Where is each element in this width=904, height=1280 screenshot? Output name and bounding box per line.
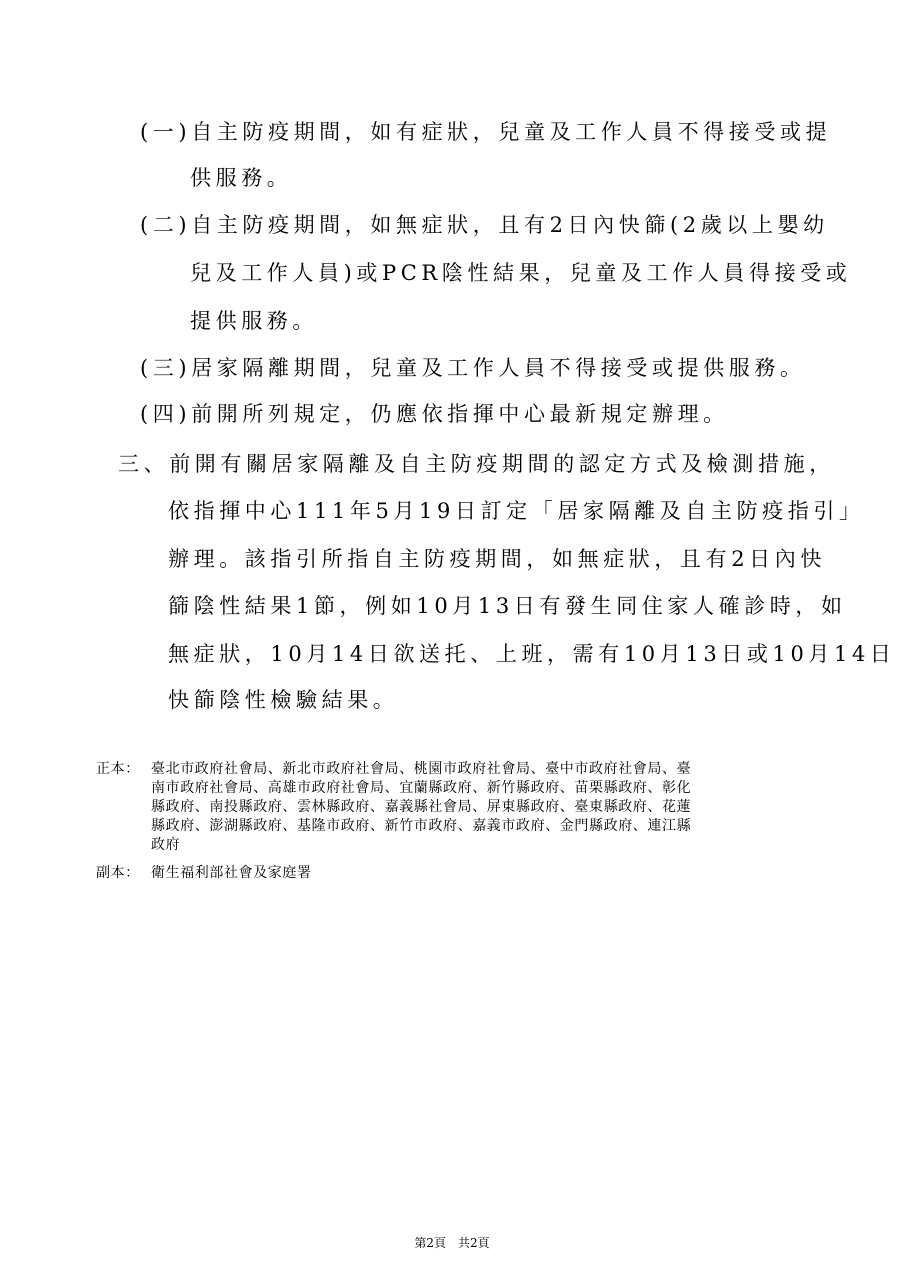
item-3-prefix: (三): [140, 356, 192, 380]
item-2-line-3: 提供服務。: [190, 309, 318, 333]
item-1-line-1: [140, 118, 831, 146]
copy-text: 衛生福利部社會及家庭署: [151, 865, 312, 881]
original-label: 正本：: [96, 761, 140, 777]
item-3-text-1: 居家隔離期間，兒童及工作人員不得接受或提供服務。: [191, 356, 806, 380]
item-4-prefix: (四): [140, 402, 192, 426]
item-2-line-2: 兒及工作人員)或PCR陰性結果，兒童及工作人員得接受或: [190, 261, 852, 285]
original-line-1: 臺北市政府社會局、新北市政府社會局、桃園市政府社會局、臺中市政府社會局、臺: [151, 761, 692, 777]
section-3-line-2: 依指揮中心111年5月19日訂定「居家隔離及自主防疫指引」: [168, 499, 865, 523]
section-3-text-1: 前開有關居家隔離及自主防疫期間的認定方式及檢測措施，: [169, 452, 835, 476]
section-3-prefix: 三、: [118, 452, 170, 476]
item-4-text-1: 前開所列規定，仍應依指揮中心最新規定辦理。: [191, 402, 729, 426]
section-3-line-3: 辦理。該指引所指自主防疫期間，如無症狀，且有2日內快: [168, 547, 826, 571]
item-2-prefix: (二): [140, 213, 192, 237]
item-1-prefix: (一): [140, 120, 192, 144]
page-total: 共2頁: [458, 1236, 490, 1250]
original-line-4: 縣政府、澎湖縣政府、基隆市政府、新竹市政府、嘉義市政府、金門縣政府、連江縣: [151, 818, 692, 834]
item-2-text-1: 自主防疫期間，如無症狀，且有2日內快篩(2歲以上嬰幼: [191, 213, 829, 237]
page-footer: [0, 1235, 904, 1251]
item-1-text-1: 自主防疫期間，如有症狀，兒童及工作人員不得接受或提: [191, 120, 832, 144]
original-line-2: 南市政府社會局、高雄市政府社會局、宜蘭縣政府、新竹縣政府、苗栗縣政府、彰化: [151, 780, 692, 796]
section-3-line-1: [118, 450, 835, 478]
item-1-line-2: 供服務。: [190, 166, 293, 190]
section-3-line-5: 無症狀，10月14日欲送托、上班，需有10月13日或10月14日: [168, 642, 896, 666]
original-line-3: 縣政府、南投縣政府、雲林縣政府、嘉義縣社會局、屏東縣政府、臺東縣政府、花蓮: [151, 799, 692, 815]
item-2-line-1: [140, 211, 829, 239]
page-number: 第2頁: [414, 1236, 446, 1250]
copy-label: 副本：: [96, 865, 140, 881]
item-3-line-1: [140, 354, 806, 382]
original-line-5: 政府: [151, 837, 181, 853]
section-3-line-6: 快篩陰性檢驗結果。: [168, 688, 399, 712]
section-3-line-4: 篩陰性結果1節，例如10月13日有發生同住家人確診時，如: [168, 594, 847, 618]
item-4-line-1: [140, 400, 729, 428]
